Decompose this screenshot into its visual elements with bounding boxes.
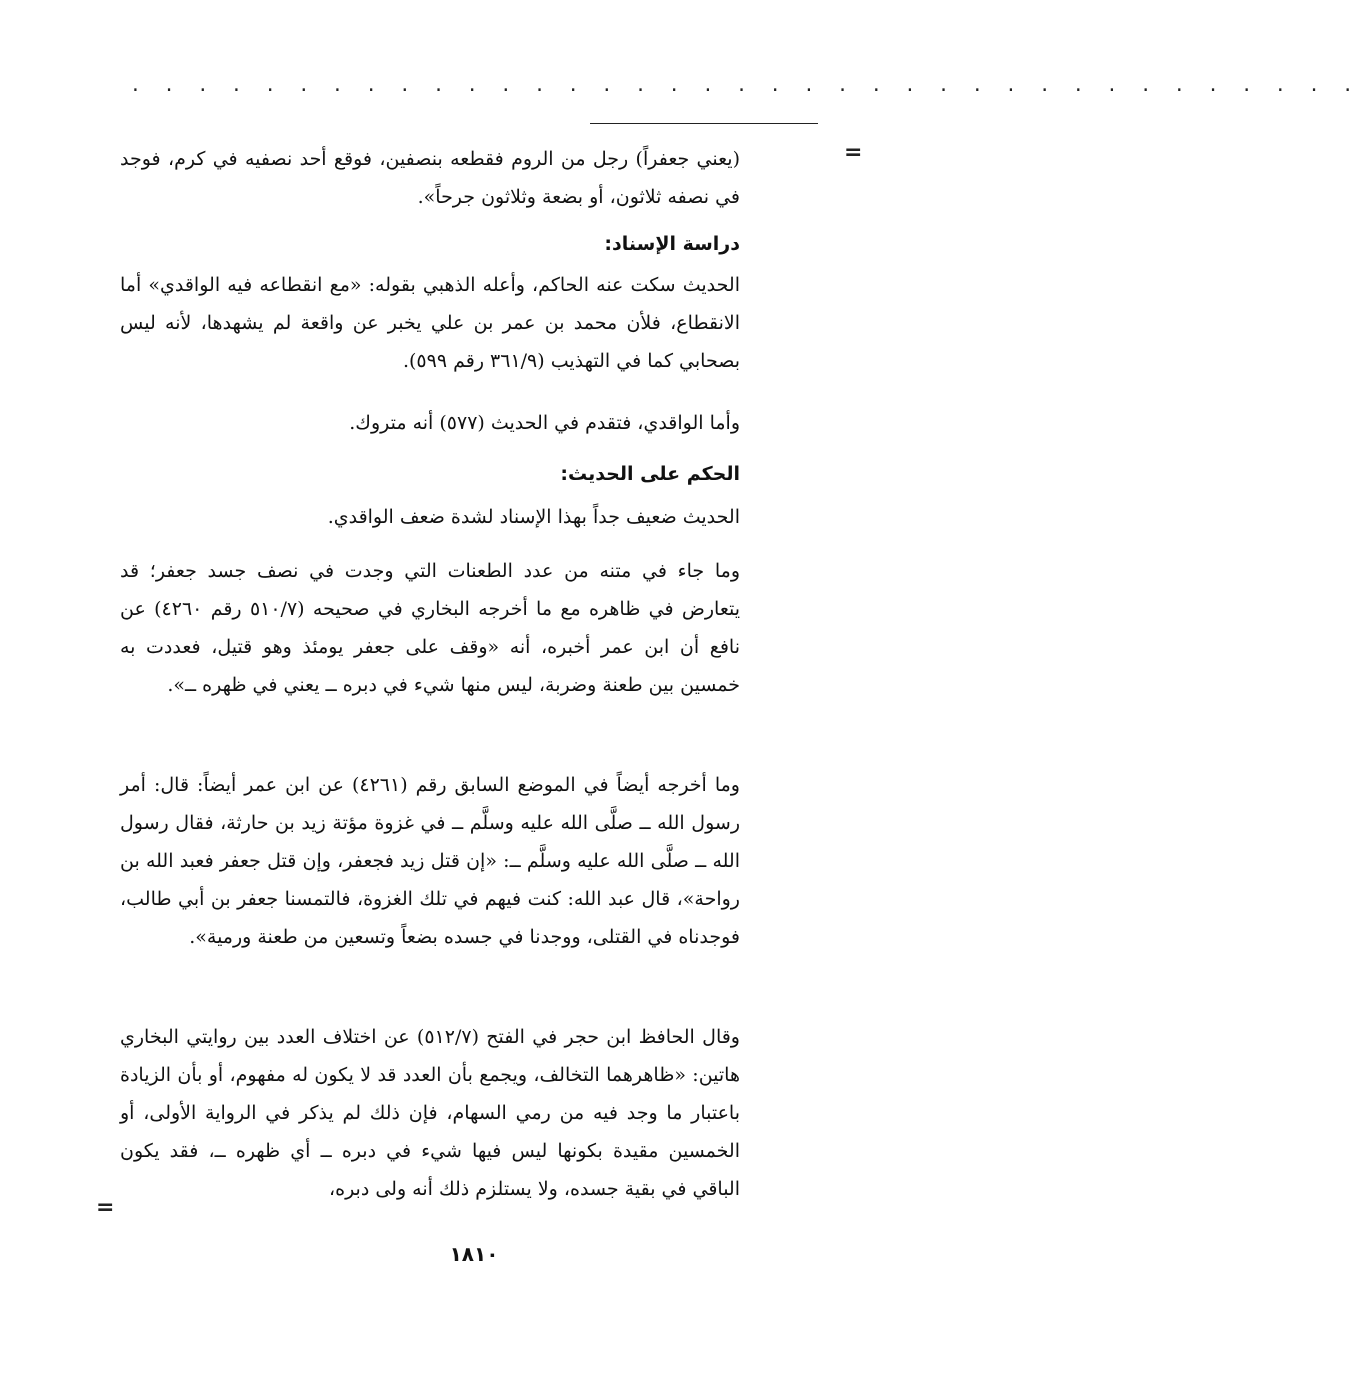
ruling-paragraph: الحديث ضعيف جداً بهذا الإسناد لشدة ضعف الواقدي. (327, 506, 740, 528)
isnad-heading: دراسة الإسناد: (604, 233, 740, 255)
waqidi-paragraph: وأما الواقدي، فتقدم في الحديث (٥٧٧) أنه متروك. (349, 412, 740, 434)
continuation-mark-top: = (844, 140, 863, 165)
page-number: ١٨١٠ (449, 1242, 499, 1266)
footnote-continuation: (يعني جعفراً) رجل من الروم فقطعه بنصفين، فوقع أحد نصفيه في كرم، فوجد في نصفه ثلاثون، أو بضعة وثلاثون جرحاً». (120, 148, 740, 208)
body-paragraph-1: وما جاء في متنه من عدد الطعنات التي وجدت في نصف جسد جعفر؛ قد يتعارض في ظاهره مع ما أخرجه البخاري في صحيحه (٥١٠/٧ رقم ٤٢٦٠) عن نافع أن ابن عمر أخبره، أنه «وقف على جعفر يومئذ وهو قتيل، فعددت به خمسين بين طعنة وضربة، ليس منها شيء في دبره ــ يعني في ظهره ــ». (120, 560, 741, 696)
ruling-heading: الحكم على الحديث: (560, 463, 740, 485)
dotted-separator: · · · · · · · · · · · · · · · · · · · · · · · · · · · · · · · · · · · · · (130, 80, 1359, 101)
continuation-mark-bottom: = (96, 1195, 115, 1220)
isnad-paragraph: الحديث سكت عنه الحاكم، وأعله الذهبي بقوله: «مع انقطاعه فيه الواقدي» أما الانقطاع، فلأن محمد بن عمر بن علي يخبر عن واقعة لم يشهدها، لأنه ليس بصحابي كما في التهذيب (٣٦١/٩ رقم ٥٩٩). (120, 274, 740, 372)
footnote-rule (590, 123, 818, 124)
body-paragraph-2: وما أخرجه أيضاً في الموضع السابق رقم (٤٢٦١) عن ابن عمر أيضاً: قال: أمر رسول الله ــ صلَّى الله عليه وسلَّم ــ في غزوة مؤتة زيد بن حارثة، فقال رسول الله ــ صلَّى الله عليه وسلَّم ــ: «إن قتل زيد فجعفر، وإن قتل جعفر فعبد الله بن رواحة»، قال عبد الله: كنت فيهم في تلك الغزوة، فالتمسنا جعفر بن أبي طالب، فوجدناه في القتلى، ووجدنا في جسده بضعاً وتسعين من طعنة ورمية». (120, 774, 740, 948)
body-paragraph-3: وقال الحافظ ابن حجر في الفتح (٥١٢/٧) عن اختلاف العدد بين روايتي البخاري هاتين: «ظاهرهما التخالف، ويجمع بأن العدد قد لا يكون له مفهوم، أو بأن الزيادة باعتبار ما وجد فيه من رمي السهام، فإن ذلك لم يذكر في الرواية الأولى، أو الخمسين مقيدة بكونها ليس فيها شيء في دبره ــ أي ظهره ــ، فقد يكون الباقي في بقية جسده، ولا يستلزم ذلك أنه ولى دبره، (120, 1026, 740, 1200)
